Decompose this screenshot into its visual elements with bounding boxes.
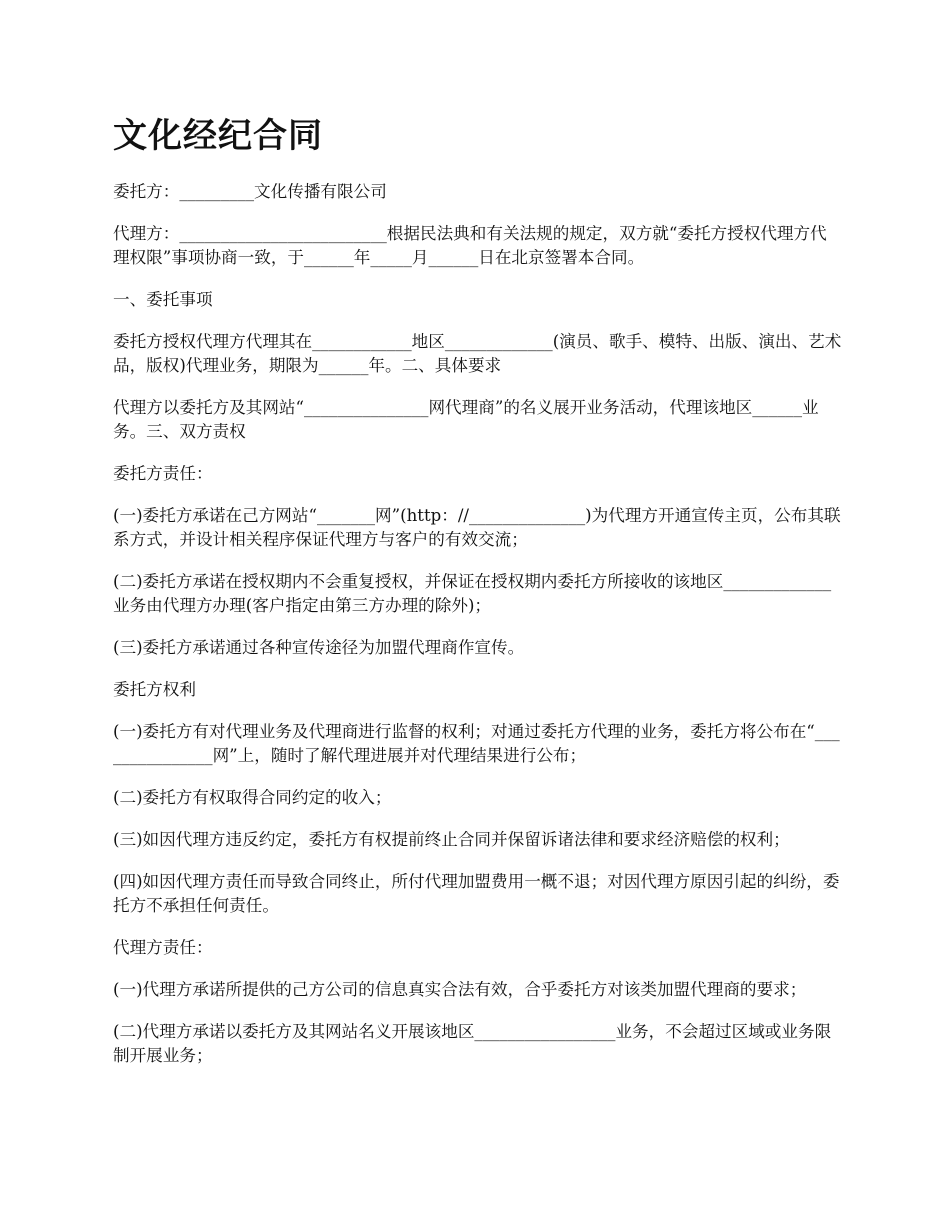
section-heading-entrustment: 一、委托事项 (113, 290, 213, 309)
clause-entrusting-right-3: (三)如因代理方违反约定，委托方有权提前终止合同并保留诉诸法律和要求经济赔偿的权利； (113, 830, 790, 849)
clause-agent-duty-1: (一)代理方承诺所提供的己方公司的信息真实合法有效，合乎委托方对该类加盟代理商的要求； (113, 980, 807, 999)
clause-entrusting-duty-2: (二)委托方承诺在授权期内不会重复授权，并保证在授权期内委托方所接收的该地区_____________业务由代理方办理(客户指定由第三方办理的除外)； (113, 572, 832, 615)
clause-entrusting-right-1: (一)委托方有对代理业务及代理商进行监督的权利；对通过委托方代理的业务，委托方将公布在“_______________网”上，随时了解代理进展并对代理结果进行公布； (113, 722, 840, 765)
document-title: 文化经纪合同 (113, 116, 323, 156)
clause-agent-name: 代理方以委托方及其网站“_______________网代理商”的名义展开业务活动，代理该地区______业务。三、双方责权 (113, 398, 819, 441)
clause-entrusting-right-2: (二)委托方有权取得合同约定的收入； (113, 788, 392, 807)
document-page (113, 112, 843, 1086)
heading-entrusting-rights: 委托方权利 (113, 680, 196, 699)
heading-entrusting-duties: 委托方责任： (113, 464, 213, 483)
clause-entrusting-duty-3: (三)委托方承诺通过各种宣传途径为加盟代理商作宣传。 (113, 638, 525, 657)
clause-entrusting-right-4: (四)如因代理方责任而导致合同终止，所付代理加盟费用一概不退；对因代理方原因引起的纠纷，委托方不承担任何责任。 (113, 872, 840, 915)
clause-agent-duty-2: (二)代理方承诺以委托方及其网站名义开展该地区_________________业务，不会超过区域或业务限制开展业务； (113, 1022, 832, 1065)
party-entrusting: 委托方：_________文化传播有限公司 (113, 182, 387, 201)
heading-agent-duties: 代理方责任： (113, 938, 213, 957)
party-agent: 代理方：_________________________根据民法典和有关法规的规定，双方就“委托方授权代理方代理权限”事项协商一致，于______年_____月______日在北京签署本合同。 (113, 224, 827, 267)
clause-entrustment-scope: 委托方授权代理方代理其在____________地区_____________(演员、歌手、模特、出版、演出、艺术品，版权)代理业务，期限为______年。二、具体要求 (113, 332, 842, 375)
clause-entrusting-duty-1: (一)委托方承诺在己方网站“_______网”(http：//______________)为代理方开通宣传主页，公布其联系方式，并设计相关程序保证代理方与客户的有效交流； (113, 506, 841, 549)
